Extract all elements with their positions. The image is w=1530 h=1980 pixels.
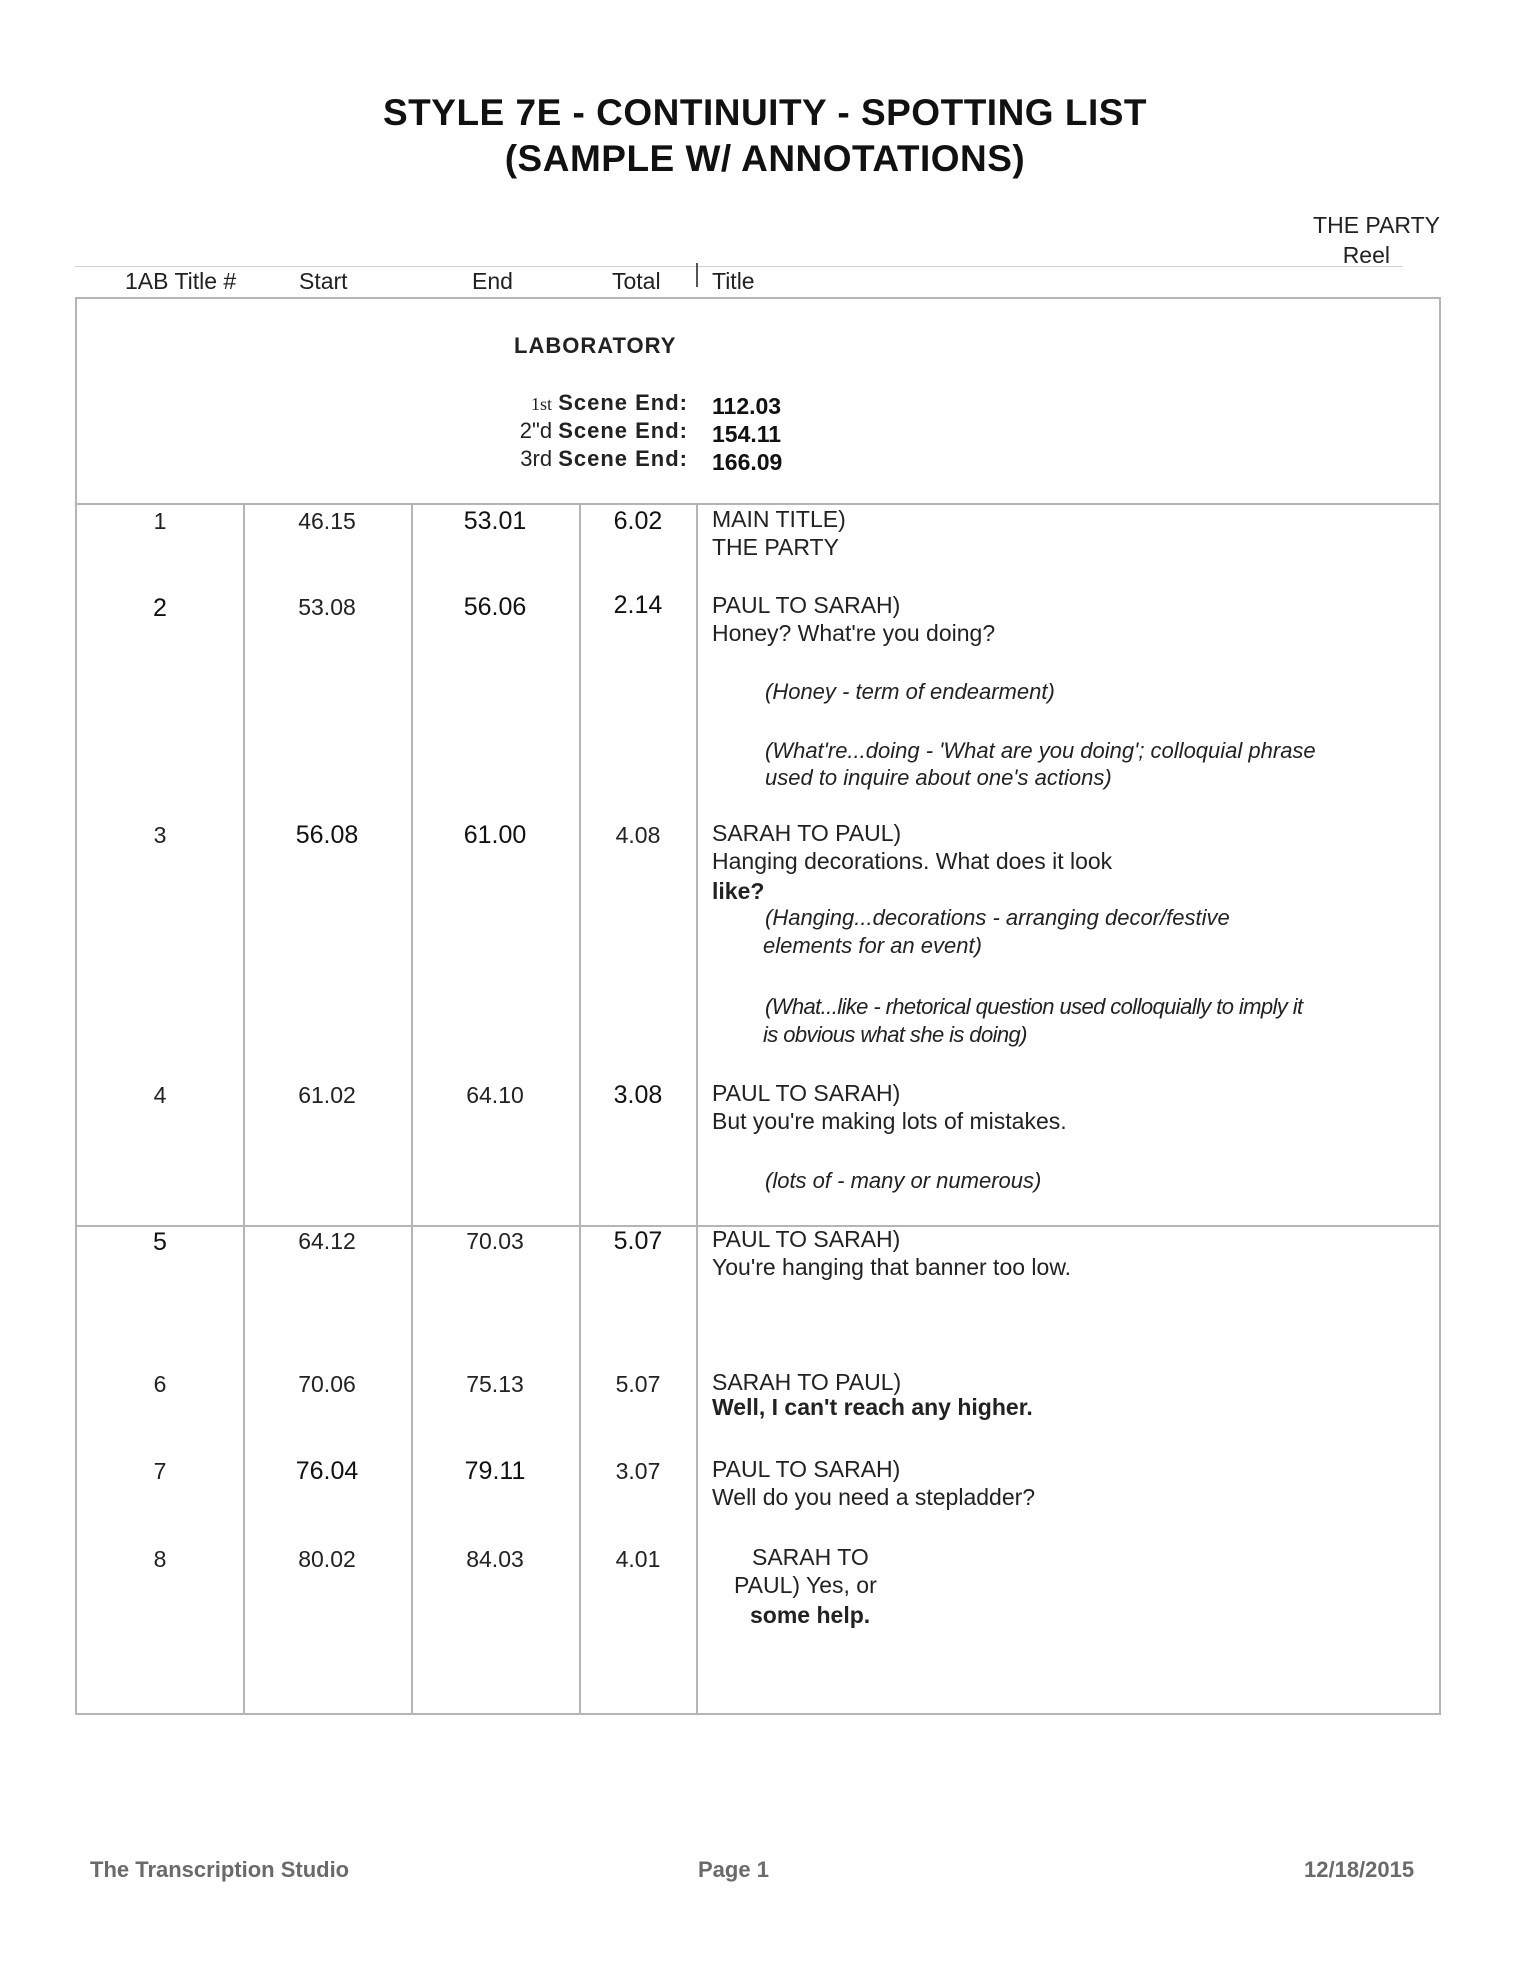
dialogue-line: Well do you need a stepladder?	[712, 1484, 1036, 1510]
row-number: 6	[153, 1371, 167, 1397]
annotation: used to inquire about one's actions)	[765, 765, 1112, 790]
dialogue-line: like?	[712, 878, 765, 904]
dialogue-line: Well, I can't reach any higher.	[712, 1394, 1033, 1420]
annotation: (What...like - rhetorical question used colloquially to imply it	[765, 994, 1303, 1019]
row-start: 61.02	[298, 1082, 356, 1108]
column-header-num: 1AB Title #	[125, 268, 237, 294]
scene-end-value: 154.11	[712, 421, 782, 447]
scene-end-value: 166.09	[712, 449, 783, 475]
row-total: 6.02	[613, 507, 663, 535]
laboratory-title: LABORATORY	[514, 333, 677, 358]
row-total: 4.08	[615, 822, 661, 848]
row-start: 53.08	[298, 594, 356, 620]
dialogue-line: Hanging decorations. What does it look	[712, 848, 1113, 874]
row-number: 2	[153, 594, 167, 622]
dialogue-line: THE PARTY	[712, 534, 839, 560]
speaker-line: PAUL TO SARAH)	[712, 1226, 901, 1252]
speaker-line: MAIN TITLE)	[712, 506, 846, 532]
column-header-total: Total	[612, 268, 661, 294]
scene-end-label: 1st Scene End:	[531, 390, 688, 415]
row-start: 46.15	[298, 508, 356, 534]
row-start: 64.12	[298, 1228, 356, 1254]
column-divider	[696, 503, 698, 1713]
annotation: (What're...doing - 'What are you doing'; colloquial phrase	[765, 738, 1316, 763]
column-header-start: Start	[299, 268, 348, 294]
reel-label: Reel	[1342, 242, 1390, 268]
annotation: (lots of - many or numerous)	[765, 1168, 1042, 1193]
row-start: 56.08	[295, 821, 359, 849]
annotation: (Honey - term of endearment)	[765, 679, 1055, 704]
annotation: (Hanging...decorations - arranging decor/festive	[765, 905, 1230, 930]
scene-end-label: 2"d Scene End:	[519, 418, 688, 443]
row-total: 3.08	[613, 1081, 663, 1109]
row-end: 64.10	[466, 1082, 524, 1108]
row-start: 80.02	[298, 1546, 356, 1572]
row-total: 5.07	[615, 1371, 661, 1397]
dialogue-line: You're hanging that banner too low.	[712, 1254, 1072, 1280]
row-end: 56.06	[463, 593, 527, 621]
row-end: 53.01	[463, 507, 527, 535]
scene-end-label: 3rd Scene End:	[520, 446, 688, 471]
row-start: 70.06	[298, 1371, 356, 1397]
speaker-line: PAUL TO SARAH)	[712, 1456, 901, 1482]
dialogue-line: some help.	[750, 1602, 871, 1628]
dialogue-line: Honey? What're you doing?	[712, 620, 996, 646]
speaker-line: SARAH TO PAUL)	[712, 820, 902, 846]
row-number: 4	[153, 1082, 167, 1108]
scene-end-value: 112.03	[712, 393, 782, 419]
row-number: 1	[153, 508, 167, 534]
column-header-title: Title	[712, 268, 755, 294]
row-total: 4.01	[615, 1546, 661, 1572]
row-number: 5	[153, 1228, 167, 1256]
row-total: 2.14	[613, 591, 663, 619]
header-separator	[696, 263, 698, 287]
row-start: 76.04	[295, 1457, 359, 1485]
dialogue-line: But you're making lots of mistakes.	[712, 1108, 1067, 1134]
annotation: elements for an event)	[763, 933, 982, 958]
column-header-end: End	[472, 268, 513, 294]
footer-page: Page 1	[698, 1857, 769, 1882]
footer-date: 12/18/2015	[1304, 1857, 1415, 1882]
row-number: 8	[153, 1546, 167, 1572]
header-rule	[75, 266, 1403, 267]
row-number: 3	[153, 822, 167, 848]
speaker-line: SARAH TO PAUL)	[712, 1369, 902, 1395]
speaker-line: SARAH TO	[752, 1544, 869, 1570]
project-name: THE PARTY	[1313, 212, 1440, 238]
footer-company: The Transcription Studio	[90, 1857, 350, 1882]
annotation: is obvious what she is doing)	[763, 1022, 1027, 1047]
row-end: 84.03	[466, 1546, 524, 1572]
row-end: 70.03	[466, 1228, 524, 1254]
row-end: 61.00	[463, 821, 527, 849]
document-subtitle: (SAMPLE W/ ANNOTATIONS)	[504, 138, 1026, 179]
speaker-line: PAUL TO SARAH)	[712, 1080, 901, 1106]
speaker-line: PAUL) Yes, or	[734, 1572, 877, 1598]
row-end: 79.11	[464, 1457, 526, 1485]
document-title: STYLE 7E - CONTINUITY - SPOTTING LIST	[382, 92, 1148, 133]
row-end: 75.13	[466, 1371, 524, 1397]
row-total: 3.07	[615, 1458, 661, 1484]
row-total: 5.07	[613, 1227, 663, 1255]
speaker-line: PAUL TO SARAH)	[712, 592, 901, 618]
row-number: 7	[153, 1458, 167, 1484]
